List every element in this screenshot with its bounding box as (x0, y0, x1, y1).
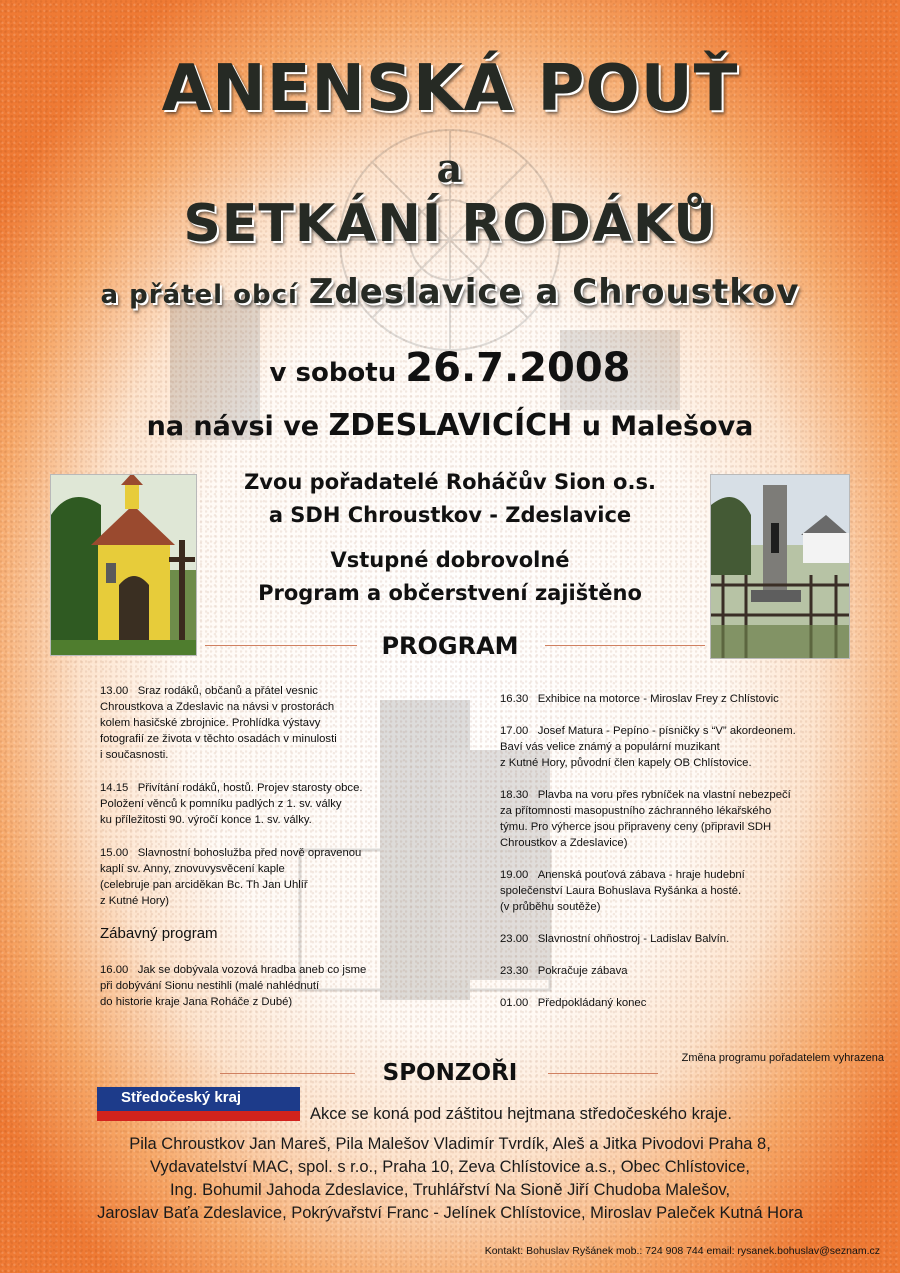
patronage-note: Akce se koná pod záštitou hejtmana středočeského kraje. (310, 1105, 732, 1123)
program-item: 14.15 Přivítání rodáků, hostů. Projev starosty obce. Položení věnců k pomníku padlých z 1. sv. války ku příležitosti 90. výročí konce 1. sv. války. (100, 782, 363, 826)
program-divider-right (545, 645, 705, 646)
refreshments-note: Program a občerstvení zajištěno (258, 581, 642, 605)
event-location (0, 408, 900, 443)
program-right-column (500, 691, 845, 1027)
fun-program-heading: Zábavný program (100, 925, 218, 942)
program-item: 15.00 Slavnostní bohoslužba před nově opravenou kaplí sv. Anny, znovuvysvěcení kaple (celebruje pan arciděkan Bc. Th Jan Uhlíř z Kutné Hory) (100, 847, 362, 907)
title-connector: a (436, 145, 464, 192)
subtitle-places: Zdeslavice a Chroustkov (308, 272, 800, 312)
sponsor-line: Pila Chroustkov Jan Mareš, Pila Malešov Vladimír Tvrdík, Aleš a Jitka Pivodovi Praha 8, (129, 1135, 771, 1153)
program-item: 16.30 Exhibice na motorce - Miroslav Frey z Chlístovic (500, 693, 779, 705)
chapel-photo (50, 474, 197, 656)
program-item: 19.00 Anenská pouťová zábava - hraje hudební společenství Laura Bohuslava Ryšánka a hosté. (v průběhu soutěže) (500, 869, 745, 913)
event-date (0, 345, 900, 391)
program-item: 23.00 Slavnostní ohňostroj - Ladislav Balvín. (500, 933, 730, 945)
subtitle (0, 272, 900, 312)
entry-fee: Vstupné dobrovolné (330, 548, 570, 572)
logo-text: Středočeský kraj (121, 1089, 242, 1106)
stredocesky-kraj-logo (97, 1087, 300, 1121)
sponsor-line: Ing. Bohumil Jahoda Zdeslavice, Truhlářství Na Sioně Jiří Chudoba Malešov, (169, 1181, 731, 1199)
subtitle-prefix: a přátel obcí (100, 280, 298, 310)
program-change-note: Změna programu pořadatelem vyhrazena (681, 1052, 884, 1064)
sponsors-heading: SPONZOŘI (382, 1060, 518, 1086)
organizers-line-1: Zvou pořadatelé Roháčův Sion o.s. (244, 470, 656, 494)
memorial-illustration (711, 475, 849, 658)
program-item: 13.00 Sraz rodáků, občanů a přátel vesnic Chroustkova a Zdeslavic na návsi v prostorách kolem hasičské zbrojnice. Prohlídka výstavy fotografií ze života v těchto osadách v minulosti i současnosti. (100, 685, 337, 761)
chapel-illustration (51, 475, 196, 655)
title-line-1: ANENSKÁ POUŤ (161, 52, 739, 126)
program-item: 17.00 Josef Matura - Pepíno - písničky s “V” akordeonem. Baví vás velice známý a populární muzikant z Kutné Hory, původní člen kapely OB Chlístovice. (500, 725, 796, 769)
program-item: 18.30 Plavba na voru přes rybníček na vlastní nebezpečí za přítomnosti masopustního záchranného lékařského týmu. Pro výherce jsou připraveny ceny (připravil SDH Chroustkov a Zdeslavice) (500, 789, 791, 849)
program-heading: PROGRAM (381, 632, 519, 660)
program-item: 01.00 Předpokládaný konec (500, 997, 647, 1009)
date-prefix: v sobotu (269, 358, 397, 388)
location-suffix: u Malešova (581, 411, 754, 442)
title-line-2: SETKÁNÍ RODÁKŮ (183, 194, 717, 254)
logo-red-band (97, 1111, 300, 1121)
sponsor-line: Vydavatelství MAC, spol. s r.o., Praha 10, Zeva Chlístovice a.s., Obec Chlístovice, (149, 1158, 751, 1176)
location-prefix: na návsi ve (146, 411, 320, 442)
sponsors-list (0, 1133, 900, 1225)
program-item: 23.30 Pokračuje zábava (500, 965, 628, 977)
contact-info: Kontakt: Bohuslav Ryšánek mob.: 724 908 744 email: rysanek.bohuslav@seznam.cz (484, 1245, 880, 1257)
sponsors-divider-right (548, 1073, 658, 1074)
location-village: ZDESLAVICÍCH (328, 408, 573, 443)
program-item: 16.00 Jak se dobývala vozová hradba aneb co jsme při dobývání Sionu nestihli (malé nahlédnutí do historie kraje Jana Roháče z Dubé) (100, 964, 367, 1008)
date-value: 26.7.2008 (405, 345, 631, 391)
sponsor-line: Jaroslav Baťa Zdeslavice, Pokrývařství Franc - Jelínek Chlístovice, Miroslav Paleček Kutná Hora (97, 1204, 803, 1222)
organizers-line-2: a SDH Chroustkov - Zdeslavice (268, 503, 632, 527)
program-left-column (100, 683, 400, 1027)
